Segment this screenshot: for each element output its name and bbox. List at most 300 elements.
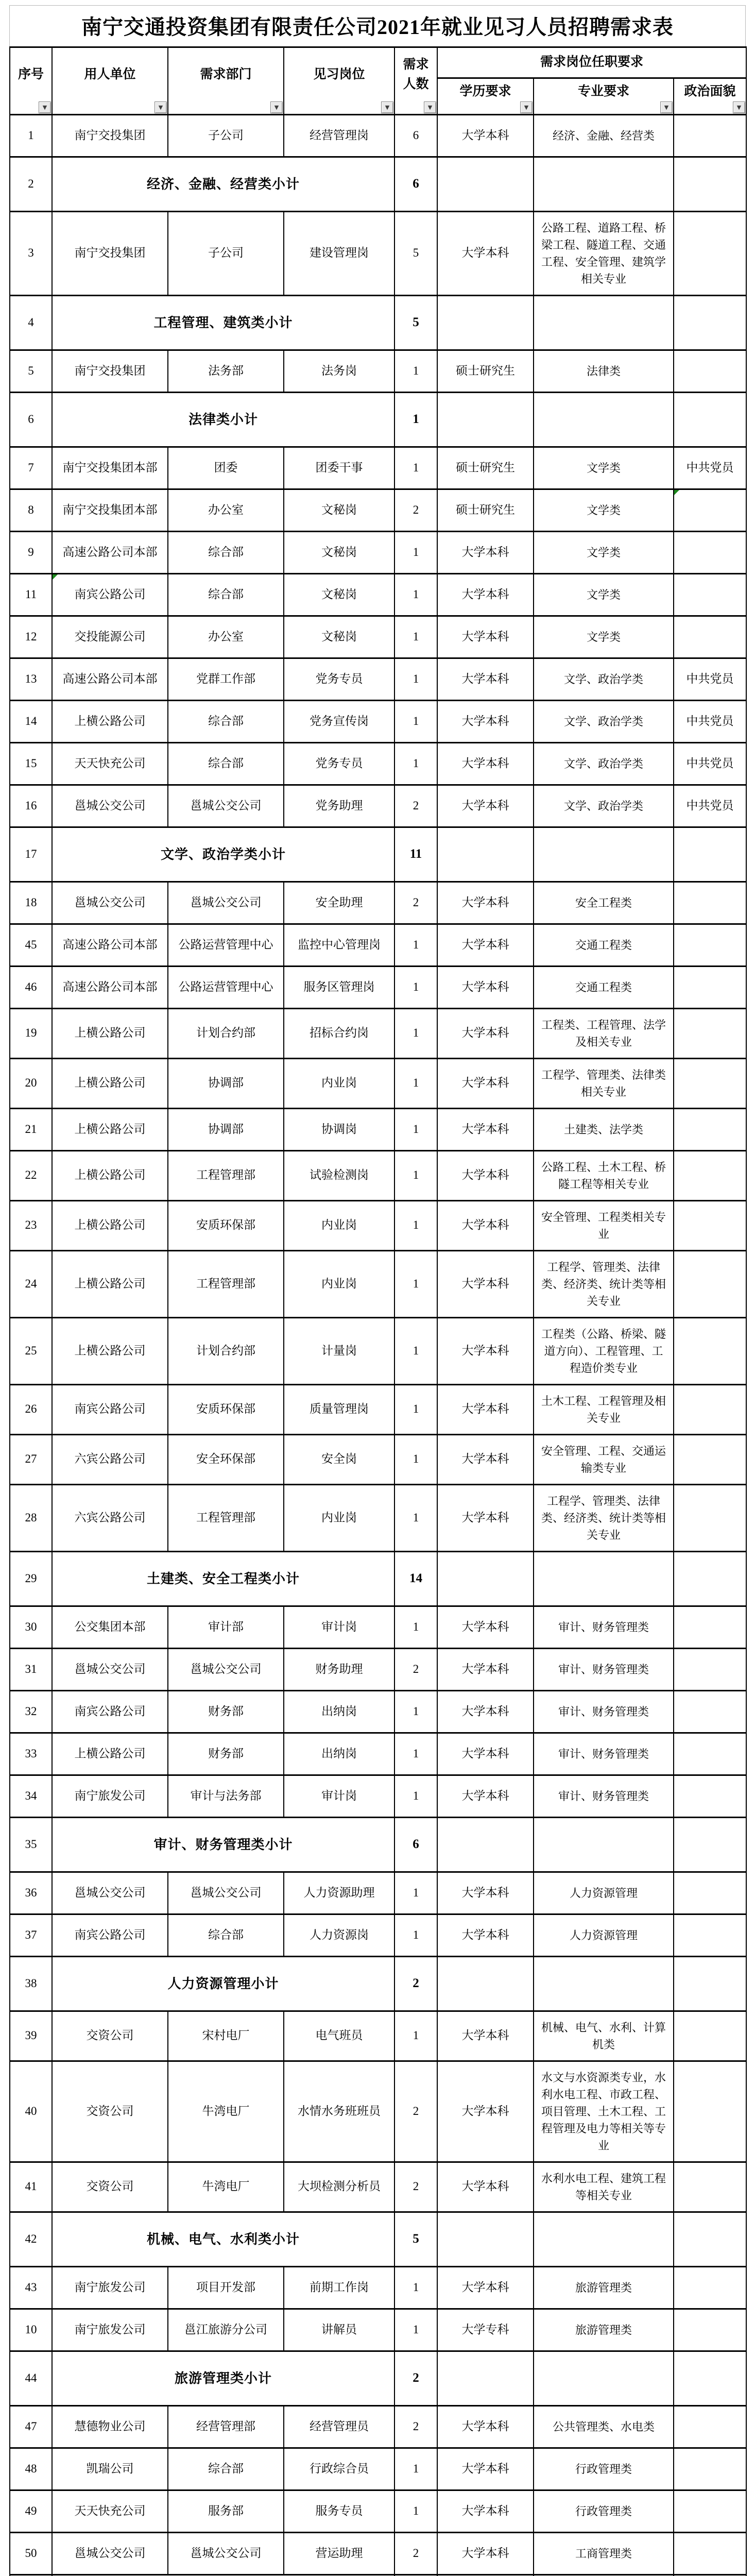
cell-major: 文学、政治学类 — [534, 658, 674, 700]
filter-dropdown-icon[interactable]: ▼ — [660, 101, 673, 113]
table-row — [10, 1606, 746, 1648]
cell-education: 大学本科 — [437, 1733, 534, 1775]
subtotal-row — [10, 2351, 746, 2405]
cell-seq: 50 — [10, 2532, 52, 2574]
table-row — [10, 2405, 746, 2448]
cell-department: 子公司 — [168, 211, 284, 295]
cell-education: 硕士研究生 — [437, 350, 534, 392]
cell-employer: 高速公路公司本部 — [52, 924, 168, 966]
table-row — [10, 489, 746, 531]
cell-headcount: 14 — [394, 1551, 437, 1606]
header-department — [168, 47, 284, 115]
header-department-label: 需求部门 — [200, 67, 252, 81]
cell-political: 中共党员 — [674, 447, 746, 489]
cell-employer: 南宾公路公司 — [52, 1914, 168, 1956]
cell-political — [674, 966, 746, 1008]
cell-headcount: 6 — [394, 1817, 437, 1872]
cell-major: 水文与水资源类专业，水利水电工程、市政工程、项目管理、土木工程、工程管理及电力等相关等专业 — [534, 2061, 674, 2162]
cell-position: 营运助理 — [284, 2532, 394, 2574]
cell-employer: 天天快充公司 — [52, 742, 168, 785]
cell-political — [674, 489, 746, 531]
header-requirements-group — [437, 47, 746, 78]
cell-employer: 邕城公交公司 — [52, 1872, 168, 1914]
cell-headcount: 11 — [394, 827, 437, 882]
cell-education: 大学本科 — [437, 1317, 534, 1384]
cell-employer: 六宾公路公司 — [52, 1434, 168, 1484]
cell-department: 审计部 — [168, 1606, 284, 1648]
cell-political — [674, 882, 746, 924]
cell-education: 大学本科 — [437, 1690, 534, 1733]
cell-position: 服务区管理岗 — [284, 966, 394, 1008]
cell-major: 安全管理、工程类相关专业 — [534, 1200, 674, 1250]
cell-education: 大学本科 — [437, 1384, 534, 1434]
cell-employer: 南宁旅发公司 — [52, 2266, 168, 2309]
cell-education: 大学本科 — [437, 700, 534, 742]
cell-major: 审计、财务管理类 — [534, 1733, 674, 1775]
cell-major: 工程类（公路、桥梁、隧道方向）、工程管理、工程造价类专业 — [534, 1317, 674, 1384]
cell-seq: 40 — [10, 2061, 52, 2162]
cell-major: 人力资源管理 — [534, 1914, 674, 1956]
cell-political — [674, 573, 746, 616]
cell-education: 大学本科 — [437, 211, 534, 295]
table-row — [10, 211, 746, 295]
header-position — [284, 47, 394, 115]
cell-headcount: 1 — [394, 966, 437, 1008]
cell-department: 工程管理部 — [168, 1150, 284, 1200]
cell-department: 综合部 — [168, 573, 284, 616]
cell-employer: 上横公路公司 — [52, 1008, 168, 1058]
cell-education: 大学本科 — [437, 2162, 534, 2212]
cell-position: 党务专员 — [284, 658, 394, 700]
cell-headcount: 2 — [394, 1956, 437, 2011]
cell-position: 经营管理岗 — [284, 114, 394, 157]
cell-major: 旅游管理类 — [534, 2309, 674, 2351]
cell-seq — [10, 2574, 52, 2576]
cell-position: 审计岗 — [284, 1606, 394, 1648]
cell-political — [674, 1250, 746, 1317]
table-row — [10, 350, 746, 392]
table-row — [10, 616, 746, 658]
subtotal-row — [10, 2212, 746, 2266]
cell-major — [534, 392, 674, 447]
cell-headcount: 1 — [394, 1872, 437, 1914]
table-row — [10, 2448, 746, 2490]
cell-political — [674, 1384, 746, 1434]
cell-seq: 7 — [10, 447, 52, 489]
cell-seq: 42 — [10, 2212, 52, 2266]
cell-seq: 12 — [10, 616, 52, 658]
table-row — [10, 2266, 746, 2309]
cell-employer: 公交集团本部 — [52, 1606, 168, 1648]
cell-seq: 11 — [10, 573, 52, 616]
table-row — [10, 573, 746, 616]
cell-position: 服务专员 — [284, 2490, 394, 2532]
cell-position: 党务专员 — [284, 742, 394, 785]
header-political — [674, 78, 746, 115]
cell-employer: 南宁旅发公司 — [52, 2309, 168, 2351]
cell-seq: 25 — [10, 1317, 52, 1384]
cell-seq: 15 — [10, 742, 52, 785]
cell-political — [674, 350, 746, 392]
page-title: 南宁交通投资集团有限责任公司2021年就业见习人员招聘需求表 — [9, 5, 746, 46]
cell-headcount: 1 — [394, 1150, 437, 1200]
cell-position: 财务助理 — [284, 1648, 394, 1690]
cell-headcount: 1 — [394, 742, 437, 785]
cell-seq: 38 — [10, 1956, 52, 2011]
filter-dropdown-icon[interactable]: ▼ — [155, 101, 167, 113]
filter-dropdown-icon[interactable]: ▼ — [39, 101, 51, 113]
cell-education — [437, 157, 534, 211]
cell-headcount: 1 — [394, 1317, 437, 1384]
cell-seq: 46 — [10, 966, 52, 1008]
cell-department: 财务部 — [168, 1690, 284, 1733]
cell-position: 文秘岗 — [284, 489, 394, 531]
cell-major — [534, 157, 674, 211]
recruitment-table — [9, 46, 747, 2576]
cell-education: 大学本科 — [437, 1058, 534, 1108]
cell-employer: 交资公司 — [52, 2061, 168, 2162]
cell-headcount: 1 — [394, 1200, 437, 1250]
cell-employer: 上横公路公司 — [52, 1150, 168, 1200]
cell-employer: 邕城公交公司 — [52, 2532, 168, 2574]
header-employer — [52, 47, 168, 115]
table-row — [10, 1108, 746, 1150]
cell-position: 人力资源助理 — [284, 1872, 394, 1914]
cell-headcount: 1 — [394, 392, 437, 447]
cell-major: 人力资源管理 — [534, 1872, 674, 1914]
cell-headcount: 1 — [394, 1434, 437, 1484]
cell-political — [674, 114, 746, 157]
cell-political — [674, 1690, 746, 1733]
header-headcount — [394, 47, 437, 115]
cell-major — [534, 1551, 674, 1606]
cell-headcount: 6 — [394, 157, 437, 211]
table-row — [10, 531, 746, 573]
cell-headcount: 1 — [394, 1484, 437, 1551]
table-row — [10, 1648, 746, 1690]
cell-seq: 44 — [10, 2351, 52, 2405]
cell-headcount: 2 — [394, 2351, 437, 2405]
cell-major: 审计、财务管理类 — [534, 1648, 674, 1690]
cell-seq: 34 — [10, 1775, 52, 1817]
cell-education: 大学本科 — [437, 1108, 534, 1150]
cell-major: 机械、电气、水利、计算机类 — [534, 2011, 674, 2061]
cell-position: 文秘岗 — [284, 573, 394, 616]
cell-employer: 天天快充公司 — [52, 2490, 168, 2532]
cell-major: 文学类 — [534, 573, 674, 616]
cell-department: 办公室 — [168, 489, 284, 531]
filter-dropdown-icon[interactable]: ▼ — [520, 101, 533, 113]
cell-seq: 23 — [10, 1200, 52, 1250]
cell-position: 监控中心管理岗 — [284, 924, 394, 966]
cell-political — [674, 1775, 746, 1817]
table-row — [10, 966, 746, 1008]
cell-seq: 29 — [10, 1551, 52, 1606]
cell-major — [534, 2574, 674, 2576]
cell-headcount: 1 — [394, 1775, 437, 1817]
cell-political — [674, 1956, 746, 2011]
cell-education — [437, 2574, 534, 2576]
cell-department: 审计与法务部 — [168, 1775, 284, 1817]
table-body — [10, 114, 746, 2576]
cell-position: 法务岗 — [284, 350, 394, 392]
cell-subtotal-label: 土建类、安全工程类小计 — [52, 1551, 394, 1606]
cell-seq: 49 — [10, 2490, 52, 2532]
cell-education — [437, 1956, 534, 2011]
cell-education: 大学本科 — [437, 2490, 534, 2532]
cell-position: 内业岗 — [284, 1250, 394, 1317]
table-row — [10, 785, 746, 827]
cell-seq: 45 — [10, 924, 52, 966]
cell-seq: 48 — [10, 2448, 52, 2490]
cell-position: 文秘岗 — [284, 616, 394, 658]
cell-headcount: 1 — [394, 658, 437, 700]
cell-department: 综合部 — [168, 700, 284, 742]
cell-education: 大学本科 — [437, 1150, 534, 1200]
cell-employer: 南宁交投集团 — [52, 211, 168, 295]
cell-headcount: 1 — [394, 1108, 437, 1150]
cell-education: 大学本科 — [437, 1775, 534, 1817]
cell-education — [437, 1817, 534, 1872]
cell-position: 质量管理岗 — [284, 1384, 394, 1434]
cell-political — [674, 1606, 746, 1648]
cell-seq: 47 — [10, 2405, 52, 2448]
cell-headcount: 1 — [394, 700, 437, 742]
cell-headcount: 1 — [394, 2266, 437, 2309]
table-row — [10, 1484, 746, 1551]
cell-headcount: 2 — [394, 2162, 437, 2212]
cell-headcount: 5 — [394, 211, 437, 295]
cell-political — [674, 1551, 746, 1606]
cell-seq: 21 — [10, 1108, 52, 1150]
cell-political — [674, 2532, 746, 2574]
cell-employer: 上横公路公司 — [52, 1317, 168, 1384]
table-row — [10, 1317, 746, 1384]
cell-headcount: 5 — [394, 2212, 437, 2266]
cell-education — [437, 2351, 534, 2405]
cell-major: 公路工程、土木工程、桥隧工程等相关专业 — [534, 1150, 674, 1200]
cell-major: 工程类、工程管理、法学及相关专业 — [534, 1008, 674, 1058]
table-row — [10, 1733, 746, 1775]
cell-education: 大学本科 — [437, 785, 534, 827]
cell-department: 安全环保部 — [168, 1434, 284, 1484]
cell-education: 大学本科 — [437, 924, 534, 966]
cell-seq: 35 — [10, 1817, 52, 1872]
cell-seq: 33 — [10, 1733, 52, 1775]
cell-headcount: 2 — [394, 489, 437, 531]
cell-department: 邕城公交公司 — [168, 1872, 284, 1914]
cell-department: 安质环保部 — [168, 1200, 284, 1250]
cell-political — [674, 1058, 746, 1108]
cell-headcount — [394, 2574, 437, 2576]
cell-political — [674, 1484, 746, 1551]
subtotal-row — [10, 157, 746, 211]
header-seq — [10, 47, 52, 115]
cell-position: 大坝检测分析员 — [284, 2162, 394, 2212]
cell-headcount: 1 — [394, 2011, 437, 2061]
cell-department: 协调部 — [168, 1058, 284, 1108]
cell-headcount: 1 — [394, 616, 437, 658]
cell-major: 工程学、管理类、法律类、经济类、统计类等相关专业 — [534, 1250, 674, 1317]
cell-position: 内业岗 — [284, 1484, 394, 1551]
cell-seq: 18 — [10, 882, 52, 924]
cell-headcount: 1 — [394, 1384, 437, 1434]
cell-employer: 南宾公路公司 — [52, 1384, 168, 1434]
table-row — [10, 2061, 746, 2162]
cell-headcount: 1 — [394, 1008, 437, 1058]
cell-education: 硕士研究生 — [437, 489, 534, 531]
cell-political — [674, 1733, 746, 1775]
cell-education: 大学本科 — [437, 1434, 534, 1484]
cell-education: 大学本科 — [437, 2011, 534, 2061]
cell-seq: 27 — [10, 1434, 52, 1484]
header-headcount-label: 需求人数 — [403, 58, 429, 91]
cell-position: 出纳岗 — [284, 1733, 394, 1775]
cell-department: 协调部 — [168, 1108, 284, 1150]
cell-political — [674, 1914, 746, 1956]
cell-major: 公共管理类、水电类 — [534, 2405, 674, 2448]
cell-headcount: 1 — [394, 447, 437, 489]
cell-education: 大学本科 — [437, 1250, 534, 1317]
cell-employer: 上横公路公司 — [52, 1108, 168, 1150]
cell-major: 文学类 — [534, 531, 674, 573]
cell-education: 大学本科 — [437, 2532, 534, 2574]
subtotal-row — [10, 827, 746, 882]
cell-political — [674, 211, 746, 295]
cell-department: 工程管理部 — [168, 1250, 284, 1317]
cell-political — [674, 2448, 746, 2490]
cell-political — [674, 827, 746, 882]
cell-major: 交通工程类 — [534, 966, 674, 1008]
cell-political — [674, 616, 746, 658]
cell-political — [674, 295, 746, 350]
cell-major: 经济、金融、经营类 — [534, 114, 674, 157]
cell-employer: 南宁旅发公司 — [52, 1775, 168, 1817]
cell-position: 文秘岗 — [284, 531, 394, 573]
table-row — [10, 2309, 746, 2351]
table-row — [10, 1008, 746, 1058]
cell-major: 土建类、法学类 — [534, 1108, 674, 1150]
filter-dropdown-icon[interactable]: ▼ — [424, 101, 436, 113]
filter-dropdown-icon[interactable]: ▼ — [381, 101, 393, 113]
header-major — [534, 78, 674, 115]
cell-headcount: 1 — [394, 1250, 437, 1317]
cell-seq: 5 — [10, 350, 52, 392]
cell-employer: 六宾公路公司 — [52, 1484, 168, 1551]
cell-major: 工程学、管理类、法律类相关专业 — [534, 1058, 674, 1108]
cell-political: 中共党员 — [674, 700, 746, 742]
subtotal-row — [10, 392, 746, 447]
table-row — [10, 1872, 746, 1914]
cell-department: 牛湾电厂 — [168, 2162, 284, 2212]
cell-subtotal-label: 经济、金融、经营类小计 — [52, 157, 394, 211]
cell-political — [674, 2574, 746, 2576]
cell-employer: 南宾公路公司 — [52, 1690, 168, 1733]
cell-political — [674, 392, 746, 447]
cell-education — [437, 295, 534, 350]
cell-position: 出纳岗 — [284, 1690, 394, 1733]
cell-education: 大学本科 — [437, 616, 534, 658]
cell-headcount: 2 — [394, 2061, 437, 2162]
cell-department: 办公室 — [168, 616, 284, 658]
cell-department: 综合部 — [168, 742, 284, 785]
cell-seq: 20 — [10, 1058, 52, 1108]
table-row — [10, 700, 746, 742]
cell-department: 法务部 — [168, 350, 284, 392]
cell-seq: 37 — [10, 1914, 52, 1956]
filter-dropdown-icon[interactable]: ▼ — [733, 101, 745, 113]
cell-employer: 高速公路公司本部 — [52, 658, 168, 700]
cell-employer: 上横公路公司 — [52, 1200, 168, 1250]
cell-employer: 交投能源公司 — [52, 616, 168, 658]
cell-headcount: 1 — [394, 1733, 437, 1775]
table-row — [10, 1250, 746, 1317]
cell-position: 试验检测岗 — [284, 1150, 394, 1200]
cell-department: 邕江旅游分公司 — [168, 2309, 284, 2351]
cell-department: 公路运营管理中心 — [168, 966, 284, 1008]
cell-employer: 交资公司 — [52, 2162, 168, 2212]
spreadsheet — [0, 5, 755, 2576]
cell-political — [674, 1108, 746, 1150]
table-row — [10, 1058, 746, 1108]
cell-position: 安全助理 — [284, 882, 394, 924]
cell-employer: 慧德物业公司 — [52, 2405, 168, 2448]
cell-major: 法律类 — [534, 350, 674, 392]
filter-dropdown-icon[interactable]: ▼ — [270, 101, 283, 113]
cell-position: 团委干事 — [284, 447, 394, 489]
cell-education: 大学本科 — [437, 573, 534, 616]
cell-political — [674, 157, 746, 211]
cell-department: 安质环保部 — [168, 1384, 284, 1434]
cell-department: 邕城公交公司 — [168, 785, 284, 827]
cell-headcount: 2 — [394, 785, 437, 827]
cell-political — [674, 1200, 746, 1250]
cell-education: 大学本科 — [437, 1008, 534, 1058]
cell-education — [437, 392, 534, 447]
cell-seq: 36 — [10, 1872, 52, 1914]
cell-major: 工商管理类 — [534, 2532, 674, 2574]
header-education-label: 学历要求 — [459, 84, 511, 98]
cell-political — [674, 1648, 746, 1690]
cell-seq: 30 — [10, 1606, 52, 1648]
cell-major: 安全管理、工程、交通运输类专业 — [534, 1434, 674, 1484]
cell-position: 安全岗 — [284, 1434, 394, 1484]
cell-education — [437, 1551, 534, 1606]
cell-headcount: 6 — [394, 114, 437, 157]
header-position-label: 见习岗位 — [313, 67, 365, 81]
cell-political — [674, 924, 746, 966]
cell-seq: 26 — [10, 1384, 52, 1434]
cell-position: 协调岗 — [284, 1108, 394, 1150]
cell-seq: 32 — [10, 1690, 52, 1733]
table-row — [10, 1200, 746, 1250]
cell-headcount: 1 — [394, 924, 437, 966]
cell-political — [674, 531, 746, 573]
cell-department: 邕城公交公司 — [168, 882, 284, 924]
cell-major: 交通工程类 — [534, 924, 674, 966]
cell-seq: 17 — [10, 827, 52, 882]
cell-education: 大学本科 — [437, 742, 534, 785]
cell-major: 文学、政治学类 — [534, 742, 674, 785]
header-education — [437, 78, 534, 115]
cell-political: 中共党员 — [674, 658, 746, 700]
cell-major — [534, 2351, 674, 2405]
cell-political — [674, 2405, 746, 2448]
cell-position: 经营管理员 — [284, 2405, 394, 2448]
cell-major: 文学类 — [534, 489, 674, 531]
cell-subtotal-label: 人力资源管理小计 — [52, 1956, 394, 2011]
cell-major: 土木工程、工程管理及相关专业 — [534, 1384, 674, 1434]
